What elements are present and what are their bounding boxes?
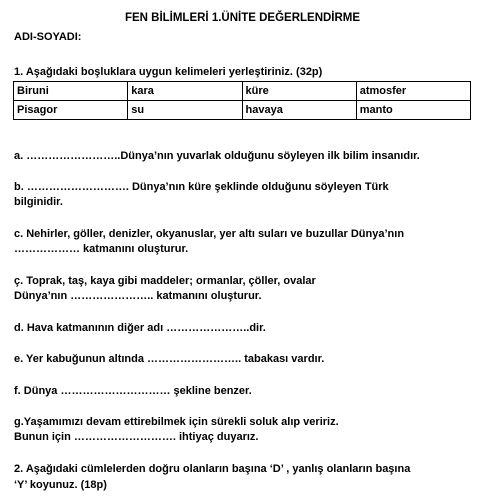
- item-c-cedilla-line1: ç. Toprak, taş, kaya gibi maddeler; ormanlar, çöller, ovalar: [14, 275, 316, 287]
- name-label: ADI-SOYADI:: [14, 31, 82, 43]
- word-cell: Biruni: [14, 82, 128, 101]
- item-c-line2: ……………… katmanını oluşturur.: [14, 243, 189, 255]
- word-cell: kara: [128, 82, 242, 101]
- item-c-cedilla-line2: Dünya’nın ………………….. katmanını oluşturur.: [14, 290, 262, 302]
- word-cell: küre: [242, 82, 356, 101]
- word-cell: atmosfer: [356, 82, 470, 101]
- item-a: a. ……………………..Dünya’nın yuvarlak olduğunu söyleyen ilk bilim insanıdır.: [14, 150, 420, 162]
- item-b-line2: bilginidir.: [14, 196, 63, 208]
- item-g-line2: Bunun için ………………………. ihtiyaç duyarız.: [14, 431, 259, 443]
- item-c-line1: c. Nehirler, göller, denizler, okyanuslar, yer altı suları ve buzullar Dünya’nın: [14, 228, 405, 240]
- question-2-line1: 2. Aşağıdaki cümlelerden doğru olanların başına ‘D’ , yanlış olanların başına: [14, 463, 411, 475]
- word-bank-table: [13, 81, 471, 120]
- item-e: e. Yer kabuğunun altında …………………….. tabakası vardır.: [14, 353, 325, 365]
- item-b-line1: b. ………………………. Dünya’nın küre şeklinde olduğunu söyleyen Türk: [14, 181, 389, 193]
- table-row: [14, 101, 471, 120]
- table-row: [14, 82, 471, 101]
- word-cell: havaya: [242, 101, 356, 120]
- item-f: f. Dünya ………………………… şekline benzer.: [14, 385, 252, 397]
- question-1-instruction: 1. Aşağıdaki boşluklara uygun kelimeleri yerleştiriniz. (32p): [14, 66, 323, 78]
- item-g-line1: g.Yaşamımızı devam ettirebilmek için sürekli soluk alıp veririz.: [14, 416, 339, 428]
- item-d: d. Hava katmanının diğer adı …………………..dir.: [14, 322, 266, 334]
- question-2-line2: ‘Y’ koyunuz. (18p): [14, 479, 107, 491]
- word-cell: su: [128, 101, 242, 120]
- word-cell: manto: [356, 101, 470, 120]
- word-cell: Pisagor: [14, 101, 128, 120]
- page-title: FEN BİLİMLERİ 1.ÜNİTE DEĞERLENDİRME: [124, 12, 361, 24]
